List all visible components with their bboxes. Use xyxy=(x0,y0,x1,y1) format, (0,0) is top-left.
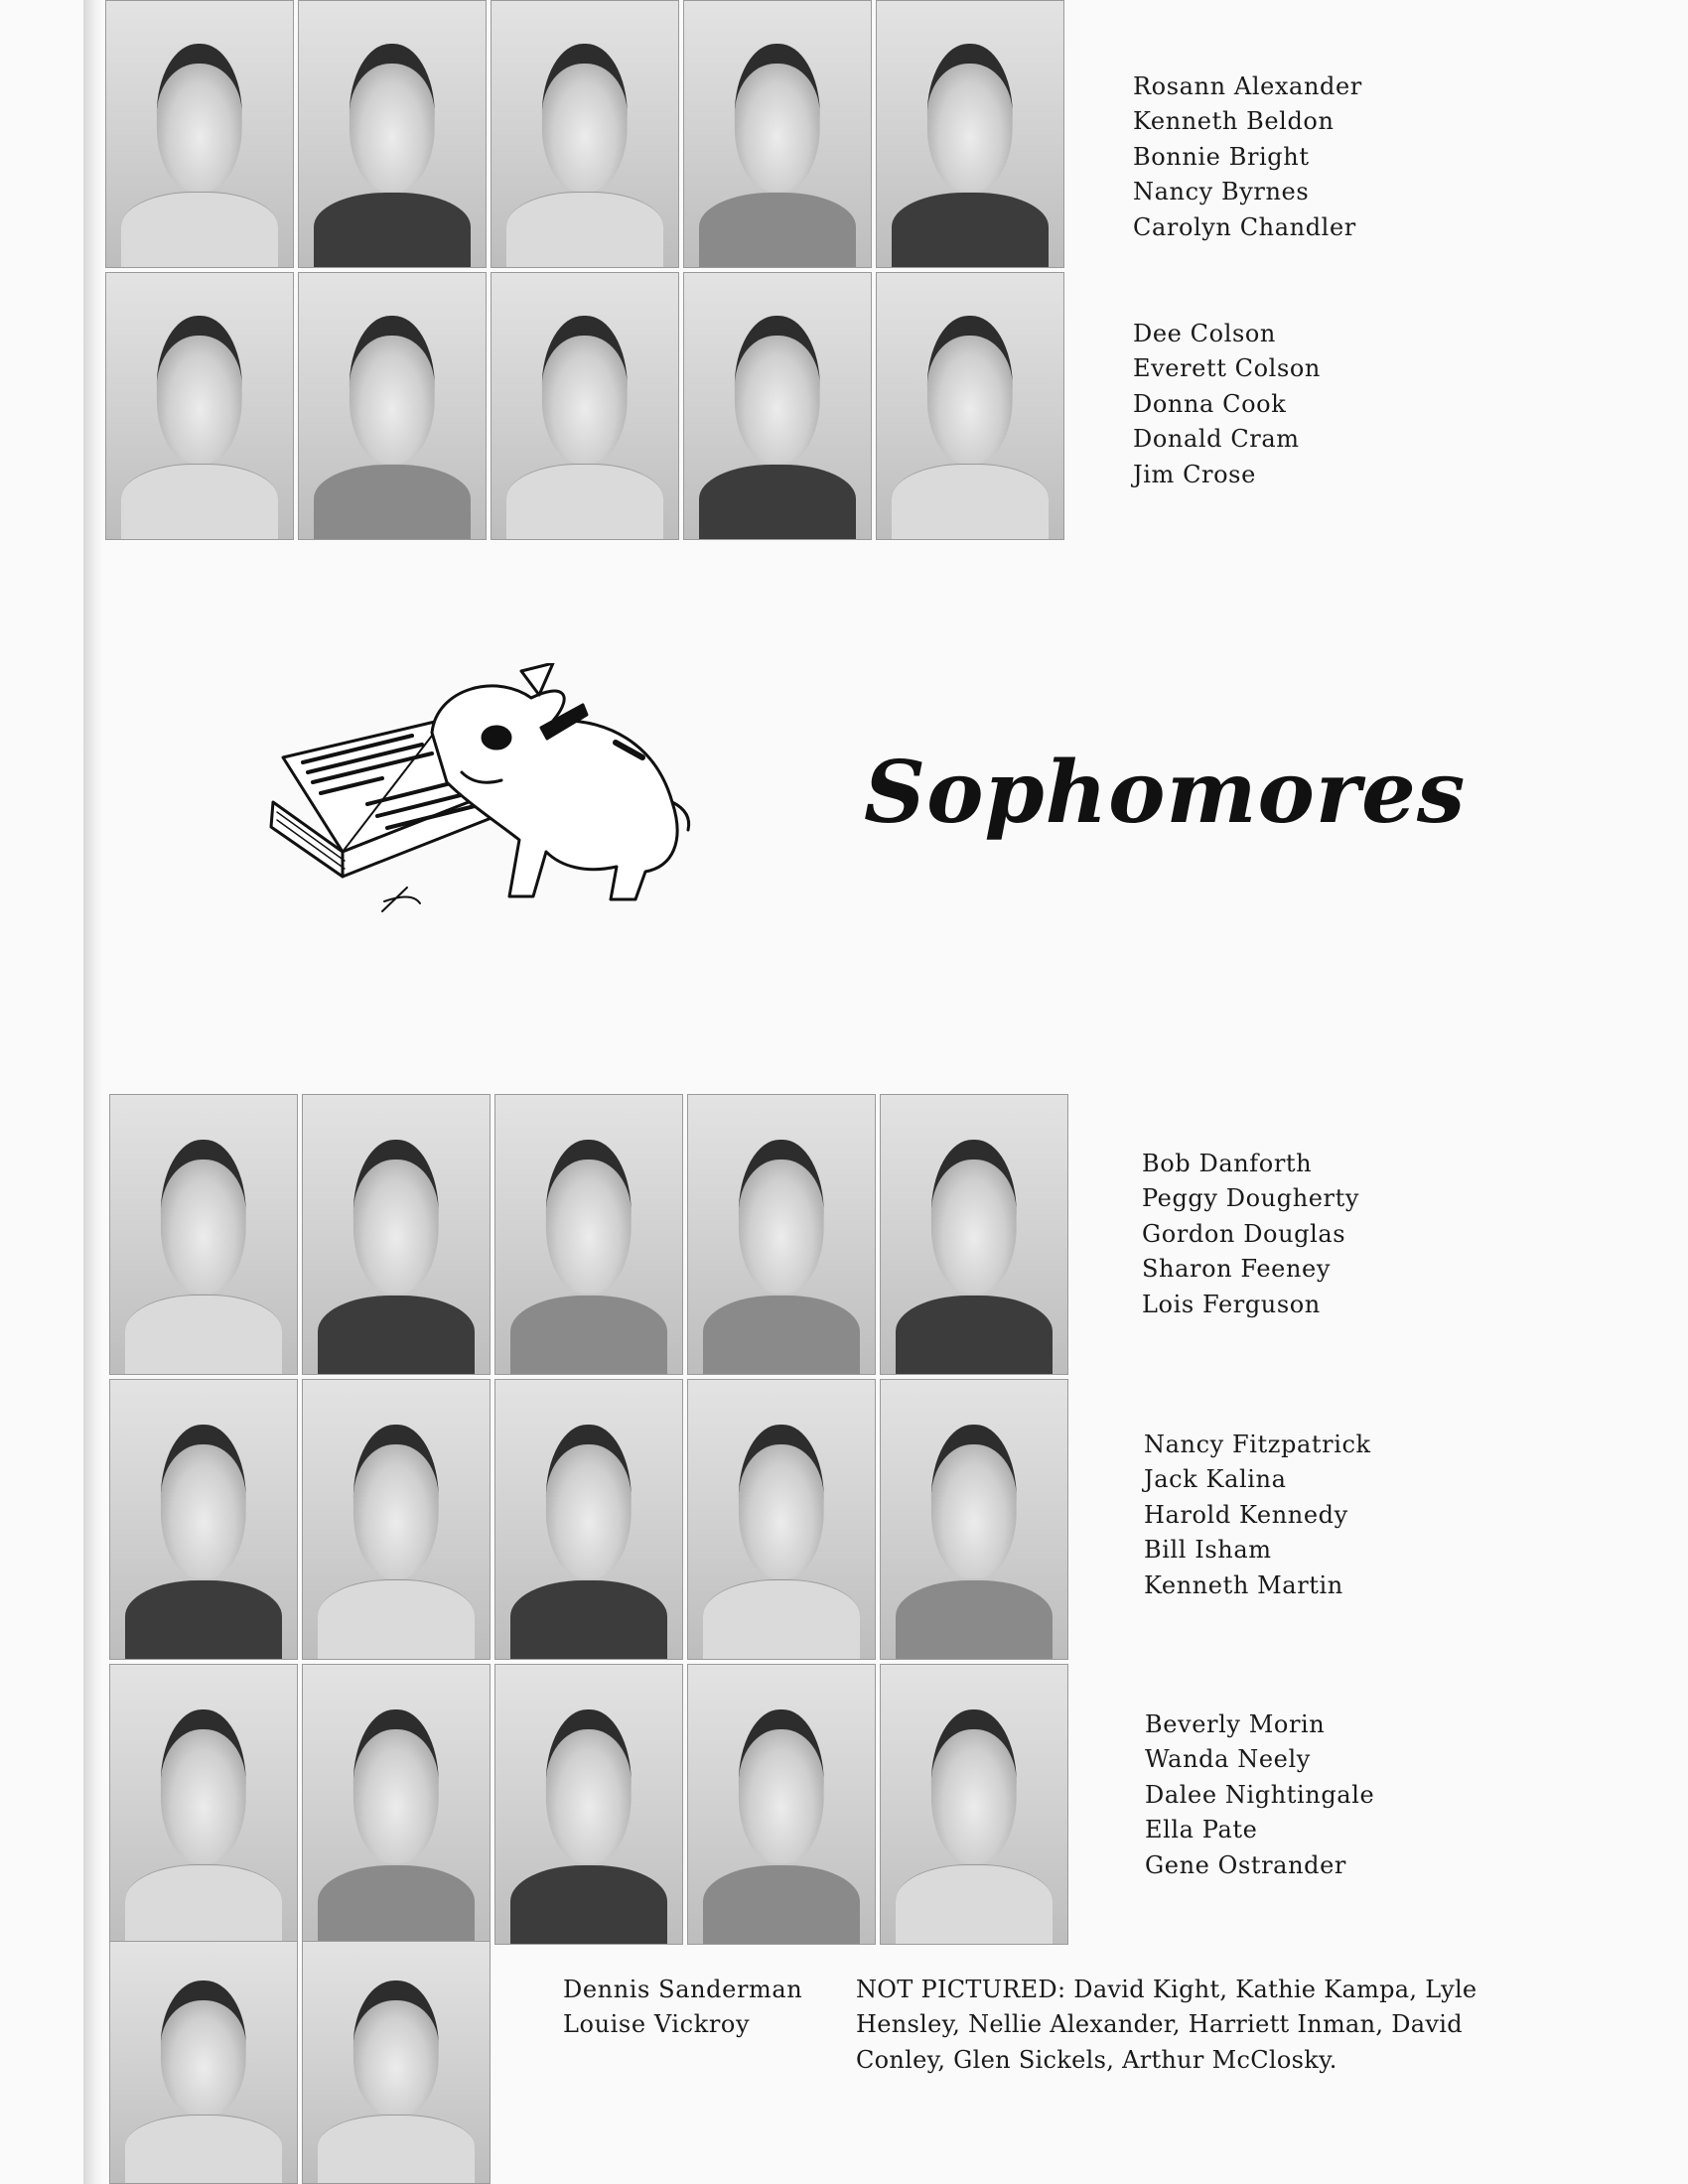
student-name: Bonnie Bright xyxy=(1133,142,1310,171)
student-photo xyxy=(876,272,1064,540)
student-name: Beverly Morin xyxy=(1145,1710,1326,1738)
student-photo xyxy=(880,1664,1068,1945)
student-name: Ella Pate xyxy=(1145,1816,1258,1844)
student-name: Lois Ferguson xyxy=(1142,1290,1321,1318)
student-photo xyxy=(683,272,872,540)
name-list xyxy=(563,1973,802,2043)
section-heading: Sophomores xyxy=(864,743,1467,843)
student-photo xyxy=(683,0,872,268)
student-photo xyxy=(491,0,679,268)
student-name: Bill Isham xyxy=(1144,1536,1272,1565)
student-photo xyxy=(494,1664,683,1945)
student-name: Peggy Dougherty xyxy=(1142,1184,1360,1213)
student-name: Everett Colson xyxy=(1133,354,1321,383)
student-photo xyxy=(687,1664,876,1945)
name-list xyxy=(1145,1707,1374,1883)
student-name: Sharon Feeney xyxy=(1142,1255,1331,1284)
student-name: Bob Danforth xyxy=(1142,1150,1313,1177)
not-pictured-note: NOT PICTURED: David Kight, Kathie Kampa, Lyle Hensley, Nellie Alexander, Harriett Inman, David Conley, Glen Sickels, Arthur McClosky. xyxy=(856,1976,1477,2074)
student-photo xyxy=(302,1094,491,1375)
student-photo xyxy=(302,1664,491,1945)
student-name: Dalee Nightingale xyxy=(1145,1780,1375,1809)
student-photo xyxy=(105,0,294,268)
student-name: Kenneth Martin xyxy=(1144,1570,1343,1599)
student-name: Louise Vickroy xyxy=(563,2010,751,2039)
student-photo xyxy=(109,1379,298,1660)
student-photo xyxy=(687,1094,876,1375)
student-name: Dennis Sanderman xyxy=(563,1976,803,2003)
student-photo xyxy=(687,1379,876,1660)
student-photo xyxy=(302,1941,491,2184)
name-list xyxy=(1133,69,1362,245)
student-photo xyxy=(876,0,1064,268)
student-name: Nancy Fitzpatrick xyxy=(1144,1431,1371,1458)
name-list xyxy=(1142,1147,1359,1322)
student-name: Jack Kalina xyxy=(1144,1465,1287,1494)
name-list xyxy=(1144,1428,1371,1603)
student-name: Kenneth Beldon xyxy=(1133,107,1335,136)
student-photo xyxy=(302,1379,491,1660)
bulldog-reading-book-icon xyxy=(263,663,710,941)
photo-grid-bottom xyxy=(109,1094,1068,1945)
student-name: Jim Crose xyxy=(1133,460,1256,488)
page-binding-edge xyxy=(83,0,103,2184)
student-name: Gene Ostrander xyxy=(1145,1850,1346,1879)
student-photo xyxy=(298,0,487,268)
student-photo xyxy=(109,1094,298,1375)
student-name: Rosann Alexander xyxy=(1133,72,1362,100)
student-name: Nancy Byrnes xyxy=(1133,178,1310,206)
student-name: Gordon Douglas xyxy=(1142,1219,1346,1248)
student-photo xyxy=(105,272,294,540)
student-name: Donald Cram xyxy=(1133,425,1300,454)
student-photo xyxy=(298,272,487,540)
student-photo xyxy=(494,1094,683,1375)
student-name: Harold Kennedy xyxy=(1144,1500,1348,1529)
student-photo xyxy=(491,272,679,540)
photo-grid-top xyxy=(105,0,1064,540)
name-list xyxy=(1133,317,1321,492)
student-name: Dee Colson xyxy=(1133,320,1276,347)
student-photo xyxy=(880,1094,1068,1375)
student-name: Wanda Neely xyxy=(1145,1745,1311,1774)
student-photo xyxy=(880,1379,1068,1660)
photo-grid-last xyxy=(109,1941,491,2184)
student-photo xyxy=(494,1379,683,1660)
student-name: Donna Cook xyxy=(1133,389,1287,418)
student-name: Carolyn Chandler xyxy=(1133,212,1356,241)
student-photo xyxy=(109,1664,298,1945)
student-photo xyxy=(109,1941,298,2184)
